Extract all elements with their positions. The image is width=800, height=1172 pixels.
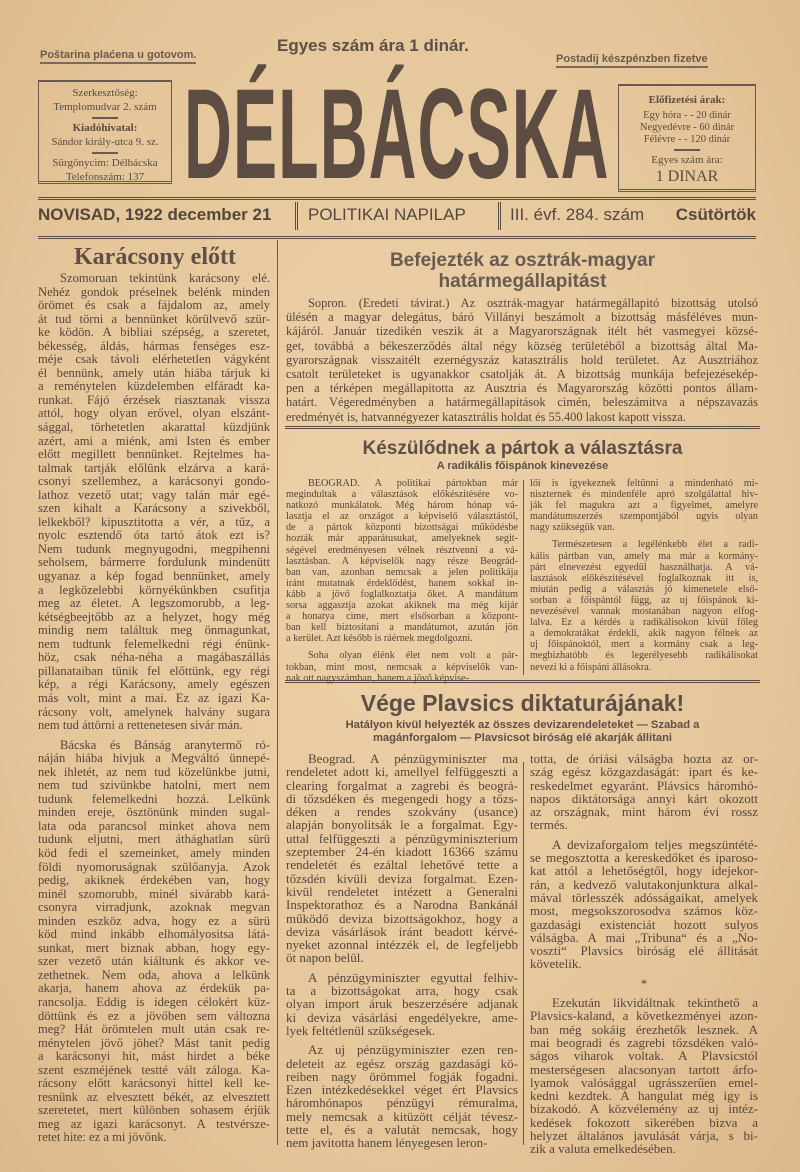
text-line: A pénzügyminiszter egyuttal felhiv- [308, 969, 518, 985]
text-line: rancsolja. Eddig is idegen célokért küz- [38, 994, 270, 1009]
text-line: a legközelebbi környékünkben csufitja [38, 582, 270, 597]
text-line: mely nemcsak a kitüzött célját tévesz- [286, 1108, 518, 1124]
text-line: csonyi szellemhez, a karácsonyi gondo- [38, 474, 270, 489]
contact-box [38, 80, 172, 184]
divider [674, 149, 700, 151]
text-line: nek ihletét, az nem tud közelünkbe jutni, [38, 764, 270, 779]
article-body [38, 272, 270, 1145]
article-body [530, 478, 758, 673]
text-line: Sopron. (Eredeti távirat.) Az osztrák-magyar határmegállapitó bizottság utolsó [308, 296, 758, 310]
text-line: Beograd. A pénzügyminiszter ma [308, 751, 518, 766]
publisher-label: Kiadóhivatal: [72, 122, 138, 134]
text-line: mandátumszerzés szempontjából ugyis olyan [530, 511, 758, 523]
text-line: hozták már apparátusukat, amelyeknek segit- [286, 533, 518, 545]
text-line: az országnak, mint három évi rossz [530, 804, 758, 820]
text-line: mával törlesszék adósságaikat, amelyek [530, 889, 758, 905]
text-line: kább a jövő foglalkoztatja őket. A mandátum [286, 588, 518, 600]
text-line: reskedelmet egyaránt. Plávsics háromhó- [530, 777, 758, 793]
text-line: get, továbbá a békeszerződés által négy község területéből a bizottság által Ma- [286, 338, 758, 353]
text-line: békesség, áldás, hármas fenséges esz- [38, 338, 270, 353]
text-line: él bennünk, amely után hiába tárjuk ki [38, 365, 270, 380]
single-price: 1 DINAR [655, 168, 719, 185]
text-line: termés. [530, 817, 568, 833]
text-line: kat attól a lehetőségtől, hogy idejekor- [530, 863, 758, 879]
text-line: tőzsdén kivüli deviza forgalmat. Ezen- [286, 870, 518, 886]
text-line: kájáról. Január tizedikén veszik át a Magyarországnak itélt hét vasmegyei közsé- [286, 324, 758, 339]
text-line: nem tud áttörni a rettenetesen sivár mán. [38, 718, 243, 733]
text-line: kép, a régi Karácsony, amely egészen [38, 677, 270, 692]
text-line: akarja, hanem ahova az érdekük pa- [38, 981, 270, 996]
text-line: lyamok valósággal ugrásszerűen emel- [530, 1074, 758, 1090]
text-line: deleteit az egész ország gazdasági kö- [286, 1055, 518, 1071]
text-line: Nem tudunk megnyugodni, megpihenni [38, 541, 270, 556]
text-line: rácsony volt, amelynek halvány sugara [38, 704, 270, 719]
text-line: deviza vásárlások iránt beadott kérvé- [286, 923, 518, 939]
text-line: lathoz vezető utat; vagy talán már egé- [38, 487, 270, 502]
text-line: nem tudtunk felemelkedni régi énünk- [38, 636, 270, 651]
text-line: öt napon belül. [286, 950, 364, 966]
text-line: méje csak távoli elérhetetlen vágyként [38, 352, 270, 367]
text-line: minden ereje, ösztönünk minden sugal- [38, 805, 270, 820]
text-line: ségével eredményesen vélnek résztvenni a vá- [286, 544, 518, 556]
text-line: voszti“ Plavsics biróság elé állitását [530, 943, 758, 959]
text-line: csonyra virradjunk, azoknak megvan [38, 900, 270, 915]
text-line: runkat. Fájó érzések riasztanak vissza [38, 392, 270, 407]
text-line: olyan import áruk beszerzésére adjanak [286, 996, 518, 1012]
text-line: szeptember 24-én kiadott 16366 számu [286, 844, 518, 860]
text-line: nem tud szivünkbe hatolni, mert nem [38, 778, 270, 793]
subtitle-line: Hatályon kivül helyezték az összes devizarendeleteket — Szabad a [345, 719, 700, 731]
text-line: Ezekután likvidáltnak tekinthető a [552, 995, 758, 1011]
place-date: NOVISAD, 1922 december 21 [38, 205, 272, 224]
text-line: a reménytelen küzdelemben elfáradt ka- [38, 379, 270, 394]
section-rule [285, 426, 760, 429]
text-line: tudunk felemelkedni hozzá. Lelkünk [38, 791, 270, 806]
text-line: Bácska és Bánság aranytermő ró- [60, 737, 270, 752]
text-line: csatolt területeket is ugyanakkor csatolják át. A bizottság munkája befejezésekép- [286, 367, 758, 382]
text-line: Természetesen a legélénkebb élet a radi- [552, 539, 758, 551]
text-line: más volt, mint a mai. Ez az igazi Ka- [38, 690, 270, 705]
text-line: tudunk eljutni, mert áthághatlan sürü [38, 832, 270, 847]
text-line: natkozó munkálatok. Még három hónap vá- [286, 500, 518, 512]
text-line: se megosztotta a kereskedőket és iparoso- [530, 850, 758, 866]
text-line: pedig, akiknek érdekében van, hogy [38, 873, 270, 888]
text-line: ban kell biztositani a mandátumot, azután jön [286, 622, 518, 634]
article-title: Karácsony előtt [74, 244, 236, 270]
text-line: kivül rendeletet intézett a Generalni [286, 883, 518, 899]
text-line: Inspektorathoz és a Narodna Bankánál [286, 897, 518, 913]
article-title [285, 250, 760, 292]
text-line: * [640, 975, 648, 991]
issue-number: III. évf. 284. szám [510, 205, 645, 224]
article-body [286, 478, 518, 684]
title-line: Befejezték az osztrák-magyar [389, 250, 656, 271]
text-line: eredményét is, hatvannégyezer katasztrális holdat és 55.400 lakost kapott vissza. [286, 409, 686, 424]
subscription-label: Előfizetési árak: [648, 94, 726, 106]
text-line: lasztja el az országot a képviselő választástól, [286, 511, 518, 523]
text-line: szeretetet, mert különben sohasem érjük [38, 1103, 270, 1118]
text-line: a karácsonyi hit, mást hirdet a béke [38, 1049, 270, 1064]
column-divider [523, 762, 524, 1145]
text-line: ban még sokáig érezhetők lesznek. A [530, 1021, 758, 1037]
divider [92, 152, 118, 154]
text-line: ke ködön. A bibliai szépség, a szeretet, [38, 325, 270, 340]
text-line: lalva. Ez a kérdés a radikálisokon kivül főleg [530, 617, 758, 629]
text-line: szen kihalt a Karácsony a szivekből, [38, 501, 270, 516]
text-line: ják fel magukra azt a figyelmet, amelyre [530, 500, 758, 512]
text-line: kétségbeejtőbb az a helyzet, hogy még [38, 609, 270, 624]
text-line: ugyanaz a kép fogad bennünket, amely [38, 569, 270, 584]
postage-paid-note: Postadij készpénzben fizetve [556, 53, 708, 68]
text-line: napos diktátorsága annyi kárt okozott [530, 790, 758, 806]
text-line: attól, hogy olyan erővel, olyan elszánt- [38, 406, 270, 421]
postage-note: Poštarina plaćena u gotovom. [40, 49, 196, 64]
subscription-box [618, 84, 756, 192]
text-line: meg az igazi karácsonyt. A testvérsze- [38, 1116, 270, 1131]
text-line: kális pártban van, amely ma már a kormány- [530, 550, 758, 562]
text-line: azért, ami a miénk, ami Isten és ember [38, 433, 270, 448]
text-line: uj főispánoktól, mert a kormány csak a leg- [530, 639, 758, 651]
text-line: előtt megillett bennünket. Rejtelmes ha- [38, 447, 270, 462]
title-line: határmegállapitást [438, 271, 607, 292]
editorial-address: Templomudvar 2. szám [53, 100, 157, 113]
text-line: Plavsics-kaland, a következményei azon- [530, 1008, 758, 1024]
text-line: rán, a kedvező valutakonjunktura alkal- [530, 876, 758, 892]
text-line: döttünk és ez a jövőben sem változna [38, 1008, 270, 1023]
paper-type: POLITIKAI NAPILAP [308, 205, 466, 224]
article-title: Készülődnek a pártok a választásra [362, 438, 683, 459]
text-line: minél szomorubb, minél sivárabb kará- [38, 886, 270, 901]
text-line: szág egész közgazdaságát: ipart és ke- [530, 764, 758, 780]
price-half-year: Félévre - - 120 dinár [643, 133, 731, 145]
text-line: uttal felfüggeszti a pénzügyminiszterium [286, 830, 518, 846]
divider [498, 202, 501, 230]
text-line: höz, csak néha-néha a magábaszállás [38, 650, 270, 665]
text-line: tokban, mint most, nemcsak a képviselők van- [286, 661, 518, 673]
text-line: meg? Hát örömtelen mult után csak re- [38, 1022, 270, 1037]
text-line: lasztásban. A képviselők nagy része Beográd- [286, 555, 518, 567]
text-line: háromhónapos pénzügyi rémuralma, [286, 1095, 518, 1111]
text-line: földi nyomoruságnak szülőanyja. Azok [38, 859, 270, 874]
text-line: talmak tartják előlünk elzárva a kará- [38, 460, 270, 475]
text-line: nyeket azonnal intézzék el, de legfeljebb [286, 937, 518, 953]
text-line: minden eszköz adva, hogy ez a sürü [38, 913, 270, 928]
text-line: A devizaforgalom teljes megszüntété- [552, 836, 758, 852]
text-line: szent eszméjének testté vált záloga. Ka- [38, 1062, 270, 1077]
text-line: ki deviza vásárlási engedélyekre, ame- [286, 1009, 518, 1025]
text-line: pen a térképen megállapitotta az Ausztria és Magyarország közötti pontos állam- [286, 381, 758, 396]
text-line: mesterségesen alacsonyan tartott árfo- [530, 1061, 758, 1077]
text-line: di tőzsdéken és megengedi hogy a tőzs- [286, 790, 518, 806]
price-month: Egy hóra - - 20 dinár [643, 109, 731, 121]
text-line: kedni kezdtek. A hangulat még igy is [530, 1088, 758, 1104]
text-line: követelik. [530, 956, 582, 972]
text-line: lasztások előkészitésével foglalkoznak itt is, [530, 572, 758, 584]
article-body [286, 752, 518, 1150]
text-line: sorsa aggasztja azokat akiknek ma még kijár [286, 600, 518, 612]
telegram-address: Sürgönycim: Délbácska [52, 157, 158, 169]
text-line: ban van, azonban nemcsak a jelen politikája [286, 566, 518, 578]
text-line: örömet és csak a fájdalom az, amely [38, 298, 270, 313]
text-line: ménytelen jövő jöhet? Mást tanit pedig [38, 1035, 270, 1050]
editorial-label: Szerkesztőség: [72, 87, 138, 99]
text-line: ságos viharok voltak. A Plavsicstól [530, 1048, 758, 1064]
text-line: miután pedig a választás jó kimenetele első- [530, 583, 758, 595]
text-line: rendeletét és ezáltal lehetővé tette a [286, 857, 518, 873]
text-line: Az uj pénzügyminiszter ezen ren- [308, 1042, 518, 1058]
text-line: reiben nagy örömmel fogják fogadni. [286, 1068, 518, 1084]
text-line: nem javitotta hanem lényegesen leron- [286, 1135, 488, 1151]
single-price-label: Egyes szám ára: [651, 153, 723, 166]
text-line: sággal, törhetetlen akarattal küzdjünk [38, 420, 270, 435]
text-line: zethetnek. Nem oda, ahova a lelkünk [38, 967, 270, 982]
text-line: Soha olyan élénk élet nem volt a pár- [308, 650, 518, 662]
text-line: retet hite: ez a mi jövőnk. [38, 1130, 167, 1145]
price-quarter: Negyedévre - 60 dinár [639, 121, 735, 133]
text-line: párt elnevezést egyedül használhatja. A vá- [530, 561, 758, 573]
text-line: rendeletet adott ki, amellyel felfüggeszti a [286, 764, 518, 780]
text-line: clearing forgalmat a zagrebi és beográ- [286, 777, 518, 793]
text-line: határt. Végeredményben a határmegállapitások cimén, beleszámitva a népszavazás [286, 395, 758, 410]
text-line: át tud törni a bennünket körülvevő szür- [38, 311, 270, 326]
text-line: sunkat, mert biznak abban, hogy egy- [38, 940, 270, 955]
text-line: Nehéz gondok préselnek belénk minden [38, 284, 270, 299]
text-line: Szomoruan tekintünk karácsony elé. [60, 271, 270, 285]
text-line: válságba. A mai „Tribuna“ és a „No- [530, 929, 758, 945]
text-line: lyek feltétlenül szükségesek. [286, 1022, 436, 1038]
text-line: alapján bonyolitsák le a forgalmat. Egy- [286, 817, 518, 833]
text-line: szer vezető után kiáltunk és akkor ve- [38, 954, 270, 969]
article-subtitle: A radikális főispánok kinevezése [436, 460, 609, 472]
column-divider [523, 480, 524, 675]
text-line: de a pártok központi bizottságai működésbe [286, 522, 518, 534]
text-line: bizakodó. A közvélemény az uj intéz- [530, 1101, 758, 1117]
text-line: a demokratákat érdekli, akik nagyon félnek az [530, 628, 758, 640]
text-line: lelkekből? kipusztitotta a vér, a tűz, a [38, 514, 270, 529]
weekday: Csütörtök [675, 205, 756, 224]
subtitle-line: magánforgalom — Plavsicsot biróság elé akarják állitani [372, 732, 673, 744]
text-line: működő deviza bizottságokhoz, hogy a [286, 910, 518, 926]
text-line: köd fedi el szemeinket, amely minden [38, 845, 270, 860]
text-line: megbizhatóbb és legerélyesebb radikálisokat [530, 650, 758, 662]
text-line: nevezésével vannak mostanában nagyon elfog- [530, 606, 758, 618]
text-line: mai beogradi és zagrebi tőzsdéken való- [530, 1034, 758, 1050]
text-line: a honatya cime, mert elsősorban a központ- [286, 611, 518, 623]
text-line: zik a valuta emelkedésében. [530, 1141, 676, 1157]
article-body [286, 296, 758, 424]
article-title: Vége Plavsics diktaturájának! [360, 690, 685, 716]
text-line: rácsony előtt karácsonyi hittel kell ke- [38, 1076, 270, 1091]
text-line: mindig nem találtuk meg önmagunkat, [38, 623, 270, 638]
text-line: kedések fokozott sikerében bizva a [530, 1114, 758, 1130]
text-line: a kerület. Azt később is ráérnek megdolgozni. [286, 633, 473, 645]
text-line: nevezi ki a főispáni állásokra. [530, 661, 652, 673]
publisher-address: Sándor király-utca 9. sz. [51, 135, 159, 148]
text-line: iránt mutatnak érdeklődést, hanem sokkal in- [286, 577, 518, 589]
text-line: resnünk az elvesztett békét, az elvesztett [38, 1089, 270, 1104]
text-line: lata oda parancsol minket ahova nem [38, 818, 270, 833]
article-body [530, 752, 758, 1156]
text-line: BEOGRAD. A politikai pártokban már [308, 478, 518, 489]
text-line: meg az életet. A legszomorubb, a leg- [38, 596, 270, 611]
phone-number: Telefonszám: 137 [65, 170, 145, 183]
text-line: ülésén a magyar delegátus, báró Villányi beszámolt a bizottság másféléves mun- [286, 310, 758, 325]
price-note: Egyes szám ára 1 dinár. [277, 36, 469, 55]
text-line: helyzet általános javulását várja, s bi- [530, 1128, 758, 1144]
text-line: nyolc esztendő óta tartó átok ezt is? [38, 528, 270, 543]
masthead-logo: DÉLBÁCSKA [184, 63, 610, 206]
text-line: nagy szükségük van. [530, 522, 615, 534]
text-line: köd mind inkább elhomályositsa látá- [38, 927, 270, 942]
text-line: nak ott nagyszámban, hanem a jövő képvise- [286, 672, 470, 684]
dateline-bar [38, 197, 756, 239]
text-line: most, megsokszorosodva számos köz- [530, 903, 758, 919]
text-line: sorban a főispántól függ, az uj főispánok ki- [530, 594, 758, 606]
text-line: niszternek és mindenféle apró szolgálattal hiv- [530, 489, 758, 501]
text-line: totta, de óriási válságba hozta az or- [530, 751, 758, 766]
text-line: megindultak a választások előkészitésére vo- [286, 489, 518, 501]
text-line: lői is igyekeznek feltűnni a mindenható mi- [530, 478, 758, 489]
text-line: náján hiába hivjuk a Megváltó ünnepé- [38, 751, 270, 766]
section-rule [285, 680, 760, 683]
divider [295, 202, 298, 230]
article-subtitle [285, 719, 760, 745]
text-line: seholsem, bármerre fordulunk mindenütt [38, 555, 270, 570]
text-line: Ezen intézkedésekkel véget ért Plavsics [286, 1082, 518, 1098]
text-line: tette el, és a valutát nemcsak, hogy [286, 1122, 518, 1138]
text-line: ta a bizottságokat arra, hogy csak [286, 983, 518, 999]
divider [92, 117, 118, 119]
text-line: gyarországnak visszaitélt ezernégyszáz katasztrális hold területet. Az Ausztriához [286, 352, 758, 367]
column-divider [277, 240, 278, 1145]
text-line: déken a rendes szokvány (usance) [286, 804, 518, 820]
text-line: gazdasági existenciát hozott sulyos [530, 916, 758, 932]
text-line: pillanataiban tünik fel előttünk, egy régi [38, 663, 270, 678]
